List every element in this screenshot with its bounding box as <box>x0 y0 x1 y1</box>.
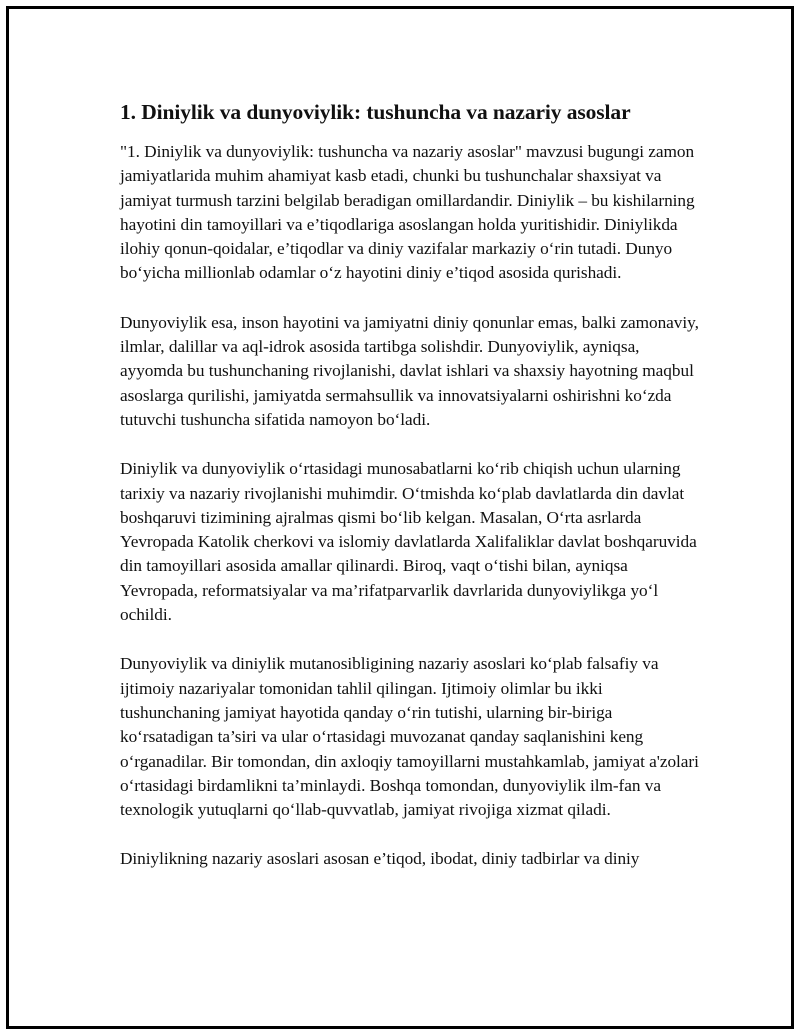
document-page <box>6 6 794 1029</box>
document-body <box>120 97 700 897</box>
paragraph-1: "1. Diniylik va dunyoviylik: tushuncha va nazariy asoslar" mavzusi bugungi zamon jamiyatlarida muhim ahamiyat kasb etadi, chunki bu tushunchalar shaxsiyat va jamiyat turmush tarzini belgilab beradigan omillardandir. Diniylik – bu kishilarning hayotini din tamoyillari va e’tiqodlariga asoslangan holda yuritishidir. Diniylikda ilohiy qonun-qoidalar, e’tiqodlar va diniy vazifalar markaziy o‘rin tutadi. Dunyo bo‘yicha millionlab odamlar o‘z hayotini diniy e’tiqod asosida qurishadi. <box>120 142 695 283</box>
paragraph-3: Diniylik va dunyoviylik o‘rtasidagi munosabatlarni ko‘rib chiqish uchun ularning tarixiy va nazariy rivojlanishi muhimdir. O‘tmishda ko‘plab davlatlarda din davlat boshqaruvi tizimining ajralmas qismi bo‘lib kelgan. Masalan, O‘rta asrlarda Yevropada Katolik cherkovi va islomiy davlatlarda Xalifaliklar davlat boshqaruvida din tamoyillari asosida amallar qilinardi. Biroq, vaqt o‘tishi bilan, ayniqsa Yevropada, reformatsiyalar va ma’rifatparvarlik davrlarida dunyoviylikga yo‘l ochildi. <box>120 459 697 625</box>
paragraph-5: Diniylikning nazariy asoslari asosan e’tiqod, ibodat, diniy tadbirlar va diniy <box>120 849 640 869</box>
paragraph-4: Dunyoviylik va diniylik mutanosibligining nazariy asoslari ko‘plab falsafiy va ijtimoiy nazariyalar tomonidan tahlil qilingan. Ijtimoiy olimlar bu ikki tushunchaning jamiyat hayotida qanday o‘rin tutishi, ularning bir-biriga ko‘rsatadigan ta’siri va ular o‘rtasidagi muvozanat qanday saqlanishini keng o‘rganadilar. Bir tomondan, din axloqiy tamoyillarni mustahkamlab, jamiyat a'zolari o‘rtasidagi birdamlikni ta’minlaydi. Boshqa tomondan, dunyoviylik ilm-fan va texnologik yutuqlarni qo‘llab-quvvatlab, jamiyat rivojiga xizmat qiladi. <box>120 654 699 820</box>
section-heading: 1. Diniylik va dunyoviylik: tushuncha va nazariy asoslar <box>120 100 631 124</box>
paragraph-2: Dunyoviylik esa, inson hayotini va jamiyatni diniy qonunlar emas, balki zamonaviy, ilmlar, dalillar va aql-idrok asosida tartibga solishdir. Dunyoviylik, ayniqsa, ayyomda bu tushunchaning rivojlanishi, davlat ishlari va shaxsiy hayotning maqbul asoslarga qurilishi, jamiyatda sermahsullik va innovatsiyalarni oshirishni ko‘zda tutuvchi tushuncha sifatida namoyon bo‘ladi. <box>120 312 699 429</box>
